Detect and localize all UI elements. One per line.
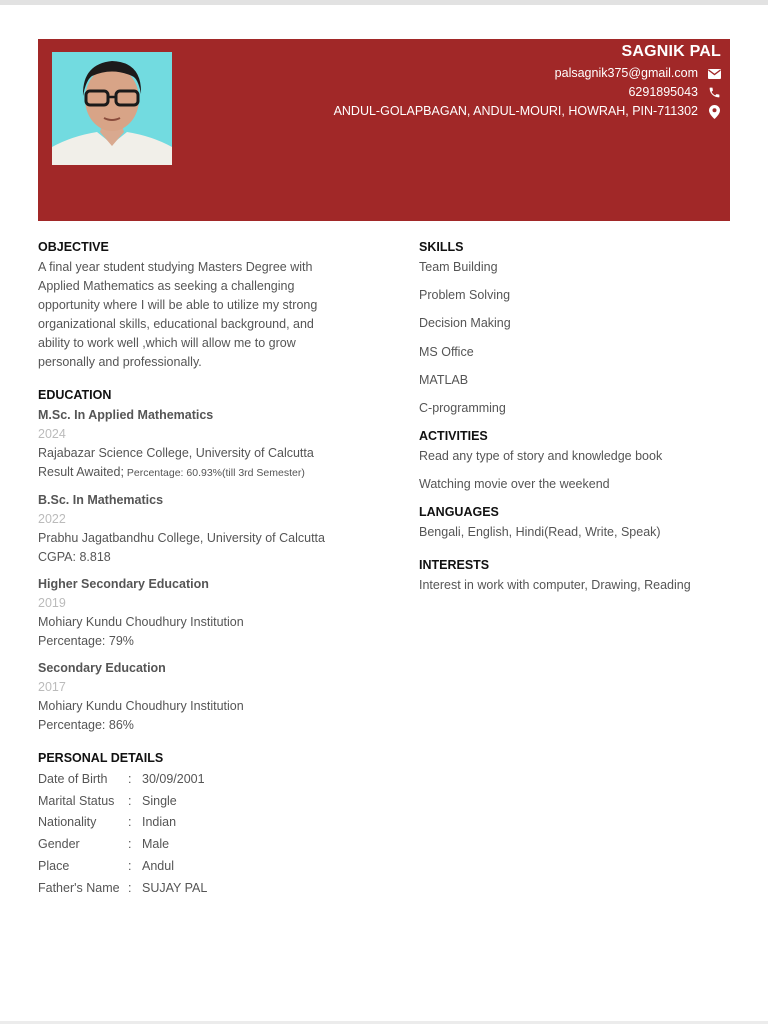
personal-label: Place (38, 858, 70, 873)
personal-row (38, 791, 358, 813)
personal-row (38, 812, 358, 834)
interests-section (419, 556, 739, 595)
objective-line: A final year student studying Masters Degree with (38, 260, 313, 274)
degree-name: Higher Secondary Education (38, 577, 209, 591)
envelope-icon (707, 67, 721, 81)
objective-line: organizational skills, educational background, and (38, 317, 314, 331)
personal-details-section (38, 749, 358, 899)
education-item (38, 575, 358, 651)
phone-text[interactable]: 6291895043 (628, 85, 698, 99)
personal-label: Father's Name (38, 880, 120, 895)
degree-result: Result Awaited; (38, 465, 124, 479)
degree-result: Percentage: 79% (38, 634, 134, 648)
education-item (38, 659, 358, 735)
objective-title: OBJECTIVE (38, 240, 109, 254)
resume-header (38, 39, 730, 221)
personal-value: 30/09/2001 (142, 772, 205, 786)
personal-separator: : (128, 880, 132, 895)
education-section (38, 386, 358, 735)
personal-value: Single (142, 793, 177, 808)
right-column (419, 238, 739, 595)
degree-result-row (38, 463, 358, 483)
degree-name: M.Sc. In Applied Mathematics (38, 408, 214, 422)
personal-row (38, 856, 358, 878)
email-text[interactable]: palsagnik375@gmail.com (554, 66, 698, 80)
degree-institution: Mohiary Kundu Choudhury Institution (38, 615, 244, 629)
education-item (38, 491, 358, 567)
skill-item: Team Building (419, 260, 498, 274)
personal-value: Indian (142, 815, 177, 830)
personal-separator: : (128, 858, 132, 873)
personal-label: Date of Birth (38, 772, 108, 786)
activity-item: Watching movie over the weekend (419, 477, 610, 492)
degree-institution: Mohiary Kundu Choudhury Institution (38, 699, 244, 713)
activity-item: Read any type of story and knowledge book (419, 449, 663, 464)
personal-separator: : (128, 772, 132, 786)
languages-section (419, 503, 739, 542)
personal-separator: : (128, 815, 132, 830)
personal-separator: : (128, 793, 132, 808)
personal-value: SUJAY PAL (142, 880, 208, 895)
degree-name: B.Sc. In Mathematics (38, 493, 164, 507)
personal-label: Nationality (38, 815, 97, 830)
personal-row (38, 834, 358, 856)
personal-row (38, 769, 358, 791)
skills-title: SKILLS (419, 240, 464, 254)
phone-row (334, 83, 721, 102)
personal-value: Male (142, 837, 170, 852)
degree-year: 2017 (38, 680, 66, 694)
personal-value: Andul (142, 858, 174, 873)
objective-line: opportunity where I will be able to utilize my strong (38, 298, 318, 312)
skill-item: C-programming (419, 400, 506, 415)
skill-item: Problem Solving (419, 288, 511, 303)
skills-section (419, 238, 739, 418)
languages-text: Bengali, English, Hindi(Read, Write, Speak) (419, 525, 661, 540)
degree-institution: Rajabazar Science College, University of Calcutta (38, 446, 314, 460)
personal-details-title: PERSONAL DETAILS (38, 751, 164, 765)
objective-text (38, 258, 358, 372)
phone-icon (707, 86, 721, 100)
activities-section (419, 427, 739, 494)
degree-year: 2019 (38, 596, 66, 610)
personal-label: Marital Status (38, 793, 115, 808)
degree-institution: Prabhu Jagatbandhu College, University of Calcutta (38, 531, 325, 545)
degree-note: Percentage: 60.93%(till 3rd Semester) (123, 467, 305, 479)
interests-text: Interest in work with computer, Drawing, Reading (419, 578, 691, 593)
skill-item: Decision Making (419, 316, 511, 331)
objective-line: personally and professionally. (38, 355, 202, 369)
education-title: EDUCATION (38, 388, 112, 402)
education-item (38, 406, 358, 483)
interests-title: INTERESTS (419, 558, 490, 573)
personal-label: Gender (38, 837, 80, 852)
contact-block (334, 41, 721, 121)
skill-item: MS Office (419, 344, 474, 359)
objective-section (38, 238, 358, 372)
skill-item: MATLAB (419, 372, 469, 387)
languages-title: LANGUAGES (419, 505, 499, 520)
objective-line: ability to work well ,which will allow me to grow (38, 336, 296, 350)
activities-title: ACTIVITIES (419, 429, 488, 444)
email-row (334, 64, 721, 83)
candidate-name: SAGNIK PAL (621, 43, 721, 60)
degree-year: 2022 (38, 512, 66, 526)
personal-row (38, 878, 358, 900)
personal-separator: : (128, 837, 132, 852)
address-row (334, 102, 721, 121)
top-border (0, 0, 768, 5)
location-pin-icon (707, 105, 721, 119)
objective-line: Applied Mathematics as seeking a challenging (38, 279, 295, 293)
profile-photo (52, 52, 172, 165)
address-text: ANDUL-GOLAPBAGAN, ANDUL-MOURI, HOWRAH, PIN-711302 (333, 104, 698, 118)
degree-result: Percentage: 86% (38, 718, 134, 732)
degree-result: CGPA: 8.818 (38, 550, 111, 564)
degree-year: 2024 (38, 427, 66, 441)
degree-name: Secondary Education (38, 661, 166, 675)
left-column (38, 238, 358, 899)
